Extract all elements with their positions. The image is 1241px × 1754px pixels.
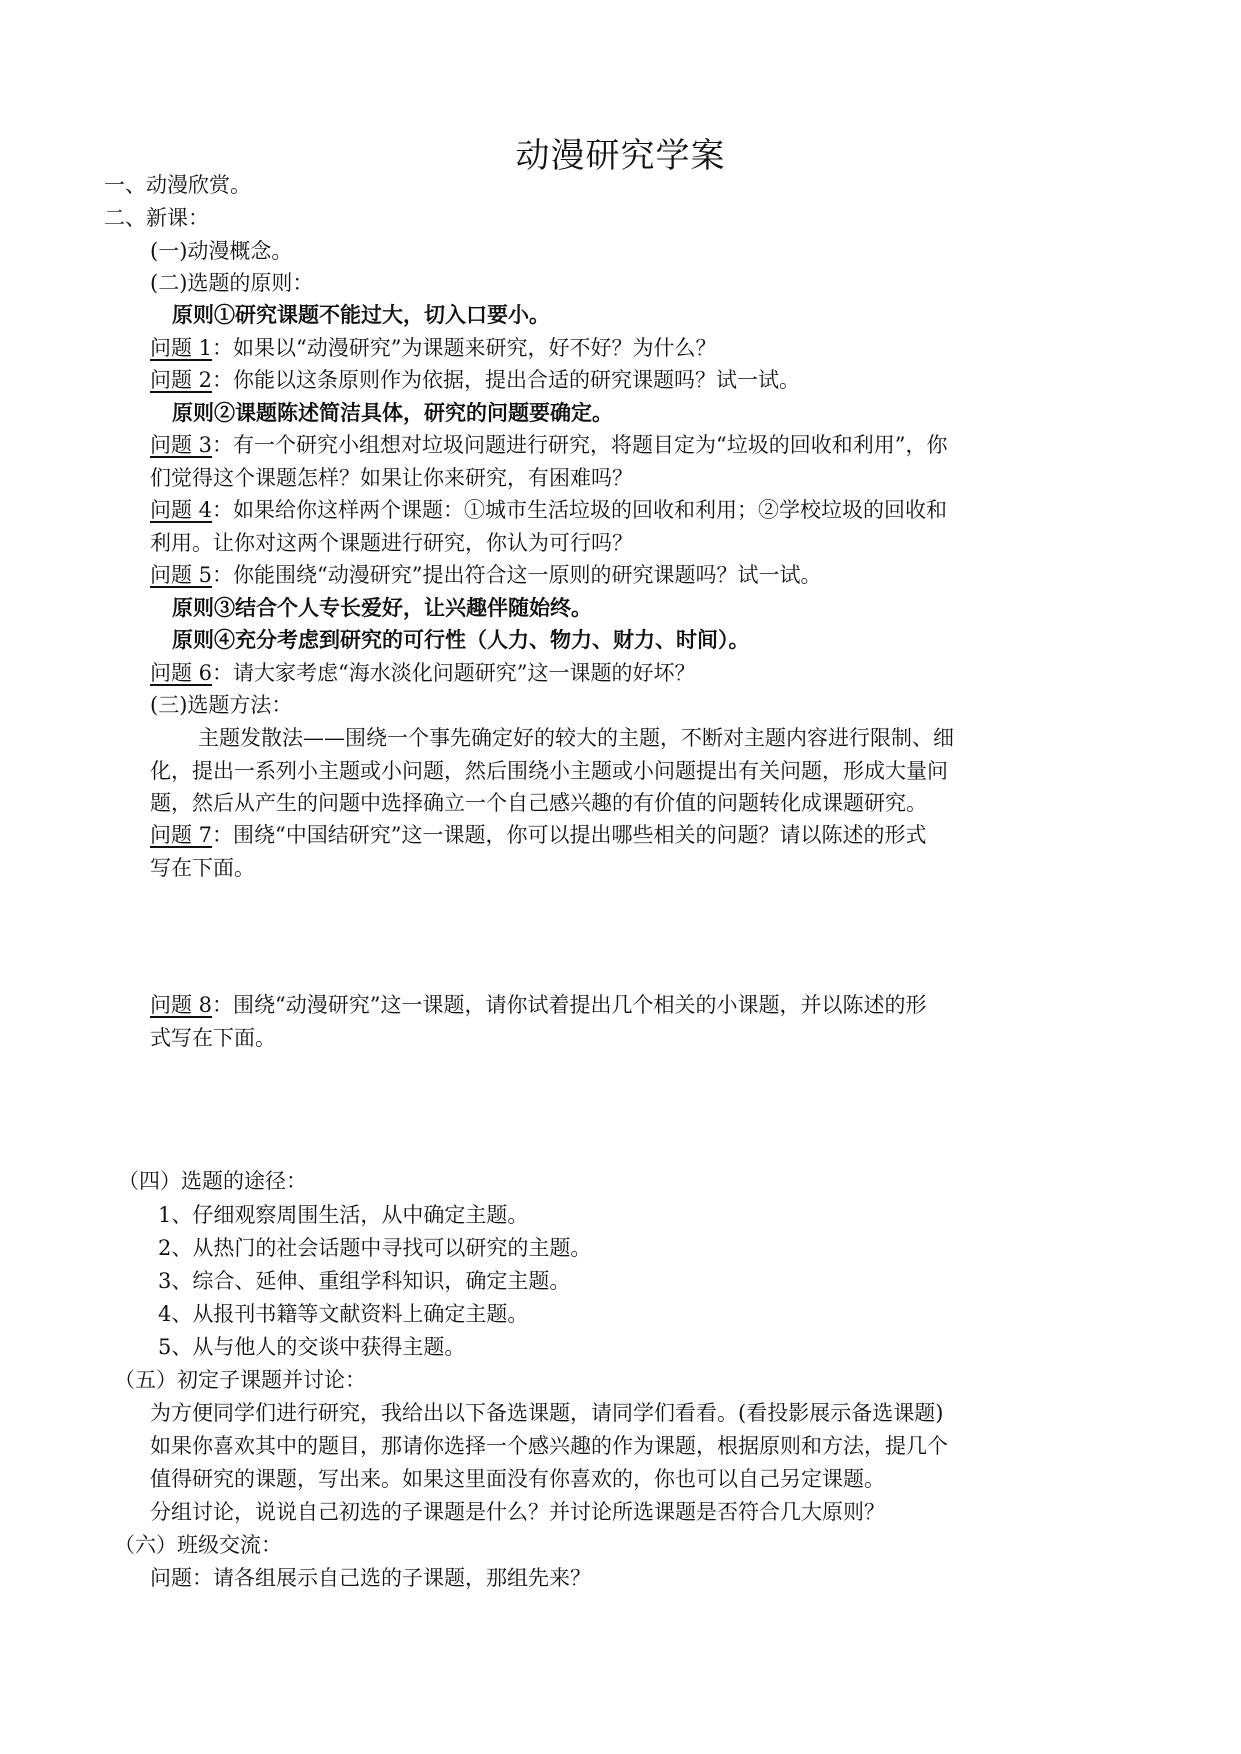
- principle-2: 原则②课题陈述简洁具体，研究的问题要确定。: [172, 400, 613, 425]
- question-label: 问题 6: [150, 661, 213, 685]
- question-8-continued: 式写在下面。: [150, 1026, 276, 1050]
- question-text: ：围绕“中国结研究”这一课题，你可以提出哪些相关的问题？请以陈述的形式: [212, 823, 927, 847]
- question-text: ：你能围绕“动漫研究”提出符合这一原则的研究课题吗？试一试。: [212, 563, 822, 587]
- subtopics-line-4: 分组讨论，说说自己初选的子课题是什么？并讨论所选课题是否符合几大原则？: [150, 1500, 885, 1524]
- subsection-ways: （四）选题的途径：: [118, 1169, 307, 1193]
- page-title: 动漫研究学案: [515, 136, 726, 176]
- subtopics-line-2: 如果你喜欢其中的题目，那请你选择一个感兴趣的作为课题，根据原则和方法，提几个: [150, 1434, 948, 1458]
- question-6: [150, 656, 696, 690]
- way-item: 4、从报刊书籍等文献资料上确定主题。: [158, 1302, 529, 1326]
- subsection-concept: (一)动漫概念。: [150, 239, 293, 263]
- question-label: 问题 8: [150, 993, 213, 1017]
- question-text: ：请大家考虑“海水淡化问题研究”这一课题的好坏？: [212, 661, 696, 685]
- principle-4: 原则④充分考虑到研究的可行性（人力、物力、财力、时间）。: [172, 627, 750, 652]
- question-text: ：围绕“动漫研究”这一课题，请你试着提出几个相关的小课题，并以陈述的形: [212, 993, 927, 1017]
- method-line-2: 化，提出一系列小主题或小问题，然后围绕小主题或小问题提出有关问题，形成大量问: [150, 759, 948, 783]
- question-label: 问题 2: [150, 368, 213, 392]
- question-text: ：如果以“动漫研究”为课题来研究，好不好？为什么？: [212, 336, 717, 360]
- final-question: 问题：请各组展示自己选的子课题，那组先来？: [150, 1566, 591, 1590]
- principle-1: 原则①研究课题不能过大，切入口要小。: [172, 302, 550, 327]
- question-label: 问题 5: [150, 563, 213, 587]
- question-label: 问题 3: [150, 433, 213, 457]
- question-text: ：你能以这条原则作为依据，提出合适的研究课题吗？试一试。: [212, 368, 801, 392]
- section-heading-1: 一、动漫欣赏。: [104, 173, 251, 197]
- way-item: 2、从热门的社会话题中寻找可以研究的主题。: [158, 1236, 592, 1260]
- way-item: 5、从与他人的交谈中获得主题。: [158, 1335, 466, 1359]
- question-4-continued: 利用。让你对这两个课题进行研究，你认为可行吗？: [150, 531, 633, 555]
- question-label: 问题 4: [150, 498, 213, 522]
- question-label: 问题 7: [150, 823, 213, 847]
- subsection-principles: (二)选题的原则：: [150, 271, 314, 295]
- question-4: [150, 493, 947, 527]
- subtopics-line-1: 为方便同学们进行研究，我给出以下备选课题，请同学们看看。(看投影展示备选课题): [150, 1401, 944, 1425]
- question-7-continued: 写在下面。: [150, 856, 255, 880]
- question-3-continued: 们觉得这个课题怎样？如果让你来研究，有困难吗？: [150, 466, 633, 490]
- question-text: ：如果给你这样两个课题：①城市生活垃圾的回收和利用；②学校垃圾的回收和: [212, 498, 948, 522]
- question-1: [150, 331, 717, 365]
- question-label: 问题 1: [150, 336, 213, 360]
- question-7: [150, 818, 927, 852]
- section-heading-2: 二、新课：: [104, 206, 209, 230]
- question-5: [150, 558, 822, 592]
- subsection-method: (三)选题方法：: [150, 693, 293, 717]
- question-text: ：有一个研究小组想对垃圾问题进行研究，将题目定为“垃圾的回收和利用”，你: [212, 433, 948, 457]
- question-8: [150, 988, 927, 1022]
- question-2: [150, 363, 800, 397]
- question-3: [150, 428, 948, 462]
- method-line-1: 主题发散法——围绕一个事先确定好的较大的主题，不断对主题内容进行限制、细: [198, 726, 954, 750]
- subtopics-line-3: 值得研究的课题，写出来。如果这里面没有你喜欢的，你也可以自己另定课题。: [150, 1467, 885, 1491]
- method-line-3: 题，然后从产生的问题中选择确立一个自己感兴趣的有价值的问题转化成课题研究。: [150, 791, 927, 815]
- subsection-subtopics: （五）初定子课题并讨论：: [114, 1368, 366, 1392]
- principle-3: 原则③结合个人专长爱好，让兴趣伴随始终。: [172, 595, 592, 620]
- subsection-exchange: （六）班级交流：: [114, 1533, 282, 1557]
- way-item: 1、仔细观察周围生活，从中确定主题。: [158, 1203, 529, 1227]
- way-item: 3、综合、延伸、重组学科知识，确定主题。: [158, 1269, 571, 1293]
